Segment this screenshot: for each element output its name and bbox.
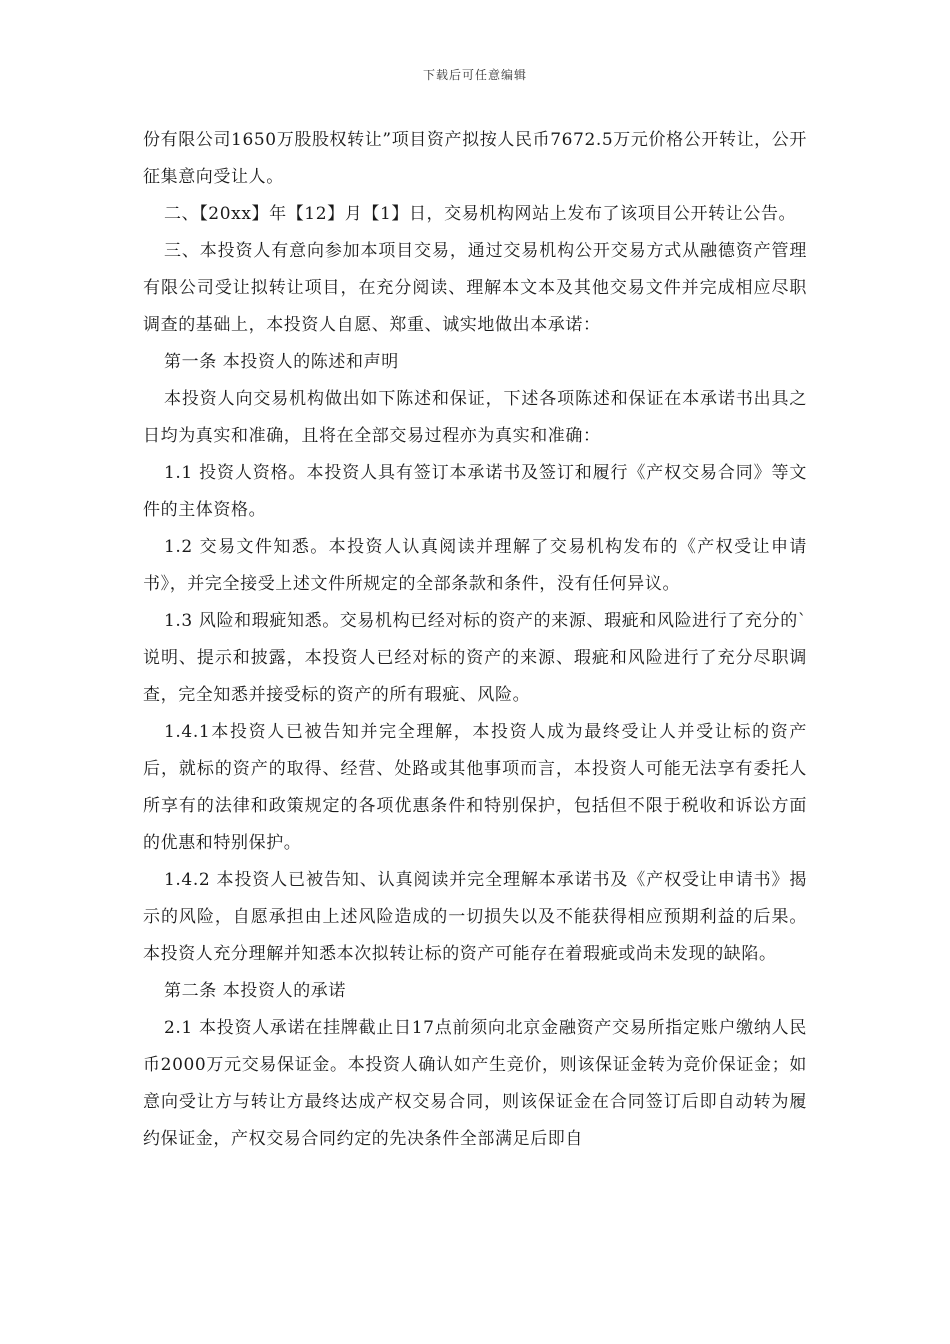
- paragraph: 三、本投资人有意向参加本项目交易，通过交易机构公开交易方式从融德资产管理有限公司受让拟转让项目，在充分阅读、理解本文本及其他交易文件并完成相应尽职调查的基础上，本投资人自愿、郑重、诚实地做出本承诺：: [143, 241, 807, 335]
- paragraph: 二、【20xx】年【12】月【1】日，交易机构网站上发布了该项目公开转让公告。: [164, 204, 797, 224]
- section-heading: 第一条 本投资人的陈述和声明: [164, 352, 399, 372]
- paragraph: 1.3 风险和瑕疵知悉。交易机构已经对标的资产的来源、瑕疵和风险进行了充分的`说明、提示和披露，本投资人已经对标的资产的来源、瑕疵和风险进行了充分尽职调查，完全知悉并接受标的资产的所有瑕疵、风险。: [143, 611, 807, 705]
- paragraph: 1.4.2 本投资人已被告知、认真阅读并完全理解本承诺书及《产权受让申请书》揭示的风险，自愿承担由上述风险造成的一切损失以及不能获得相应预期利益的后果。本投资人充分理解并知悉本次拟转让标的资产可能存在着瑕疵或尚未发现的缺陷。: [143, 870, 807, 964]
- paragraph: 1.1 投资人资格。本投资人具有签订本承诺书及签订和履行《产权交易合同》等文件的主体资格。: [143, 463, 807, 520]
- paragraph: 1.4.1本投资人已被告知并完全理解，本投资人成为最终受让人并受让标的资产后，就标的资产的取得、经营、处路或其他事项而言，本投资人可能无法享有委托人所享有的法律和政策规定的各项优惠条件和特别保护，包括但不限于税收和诉讼方面的优惠和特别保护。: [143, 722, 807, 853]
- paragraph: 2.1 本投资人承诺在挂牌截止日17点前须向北京金融资产交易所指定账户缴纳人民币2000万元交易保证金。本投资人确认如产生竞价，则该保证金转为竞价保证金；如意向受让方与转让方最终达成产权交易合同，则该保证金在合同签订后即自动转为履约保证金，产权交易合同约定的先决条件全部满足后即自: [143, 1018, 807, 1149]
- paragraph: 1.2 交易文件知悉。本投资人认真阅读并理解了交易机构发布的《产权受让申请书》，并完全接受上述文件所规定的全部条款和条件，没有任何异议。: [143, 537, 807, 594]
- section-heading: 第二条 本投资人的承诺: [164, 981, 347, 1001]
- paragraph: 本投资人向交易机构做出如下陈述和保证，下述各项陈述和保证在本承诺书出具之日均为真实和准确，且将在全部交易过程亦为真实和准确：: [143, 389, 807, 446]
- header-note: 下载后可任意编辑: [422, 68, 527, 82]
- paragraph: 份有限公司1650万股股权转让”项目资产拟按人民币7672.5万元价格公开转让，公开征集意向受让人。: [143, 130, 807, 187]
- document-body: [143, 122, 807, 1158]
